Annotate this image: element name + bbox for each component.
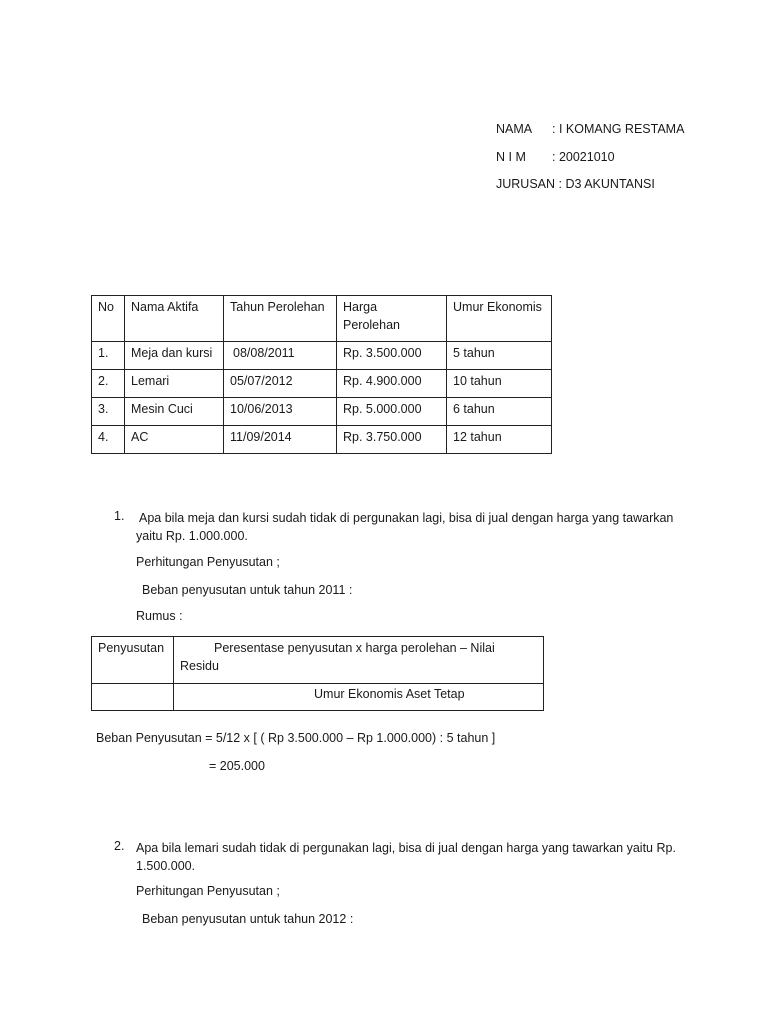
formula-row [92, 637, 544, 684]
table-cell: Rp. 4.900.000 [337, 370, 447, 398]
table-cell: 6 tahun [447, 398, 552, 426]
formula-empty-cell [92, 684, 174, 711]
q1-rumus: Rumus : [136, 609, 183, 623]
header-cell: Tahun Perolehan [224, 296, 337, 342]
q2-beban-tahun: Beban penyusutan untuk tahun 2012 : [142, 912, 354, 926]
table-cell: Mesin Cuci [125, 398, 224, 426]
calc-line2: = 205.000 [209, 759, 265, 773]
asset-table [91, 295, 552, 454]
table-row [92, 370, 552, 398]
nama-label: NAMA [496, 122, 533, 136]
header-cell: No [92, 296, 125, 342]
q1-text: Apa bila meja dan kursi sudah tidak di pergunakan lagi, bisa di jual dengan harga yang tawarkan yaitu Rp. 1.000.000. [136, 511, 674, 543]
nim-value: : 20021010 [552, 150, 615, 164]
q1-number: 1. [114, 509, 125, 523]
table-row [92, 342, 552, 370]
calc-line1: Beban Penyusutan = 5/12 x [ ( Rp 3.500.000 – Rp 1.000.000) : 5 tahun ] [96, 731, 496, 745]
table-cell: 2. [92, 370, 125, 398]
nama-value: : I KOMANG RESTAMA [552, 122, 685, 136]
nim-label: N I M [496, 150, 526, 164]
table-cell: 12 tahun [447, 426, 552, 454]
table-cell: Rp. 5.000.000 [337, 398, 447, 426]
table-header-row [92, 296, 552, 342]
nim-line [496, 150, 615, 164]
table-cell: 5 tahun [447, 342, 552, 370]
table-row [92, 426, 552, 454]
q2-perhitungan: Perhitungan Penyusutan ; [136, 884, 280, 898]
table-cell: Lemari [125, 370, 224, 398]
table-cell: AC [125, 426, 224, 454]
q1-perhitungan: Perhitungan Penyusutan ; [136, 555, 280, 569]
q2-number: 2. [114, 839, 125, 853]
table-cell: 3. [92, 398, 125, 426]
header-cell: Nama Aktifa [125, 296, 224, 342]
table-cell: 4. [92, 426, 125, 454]
q2-text: Apa bila lemari sudah tidak di pergunakan lagi, bisa di jual dengan harga yang tawarkan yaitu Rp. 1.500.000. [136, 841, 676, 873]
table-cell: 10 tahun [447, 370, 552, 398]
table-cell: 05/07/2012 [224, 370, 337, 398]
table-cell: Rp. 3.500.000 [337, 342, 447, 370]
table-cell: 11/09/2014 [224, 426, 337, 454]
formula-label: Penyusutan [92, 637, 174, 684]
nama-line [496, 122, 684, 136]
table-row [92, 398, 552, 426]
table-cell: 1. [92, 342, 125, 370]
header-cell: Harga Perolehan [337, 296, 447, 342]
header-cell: Umur Ekonomis [447, 296, 552, 342]
formula-denominator: Umur Ekonomis Aset Tetap [174, 684, 544, 711]
formula-table [91, 636, 544, 711]
table-cell: 10/06/2013 [224, 398, 337, 426]
table-cell: Meja dan kursi [125, 342, 224, 370]
q1-beban-tahun: Beban penyusutan untuk tahun 2011 : [142, 583, 353, 597]
table-cell: 08/08/2011 [224, 342, 337, 370]
formula-numerator: Peresentase penyusutan x harga perolehan – Nilai Residu [174, 637, 544, 684]
formula-row [92, 684, 544, 711]
table-cell: Rp. 3.750.000 [337, 426, 447, 454]
jurusan-line: JURUSAN : D3 AKUNTANSI [496, 177, 655, 191]
